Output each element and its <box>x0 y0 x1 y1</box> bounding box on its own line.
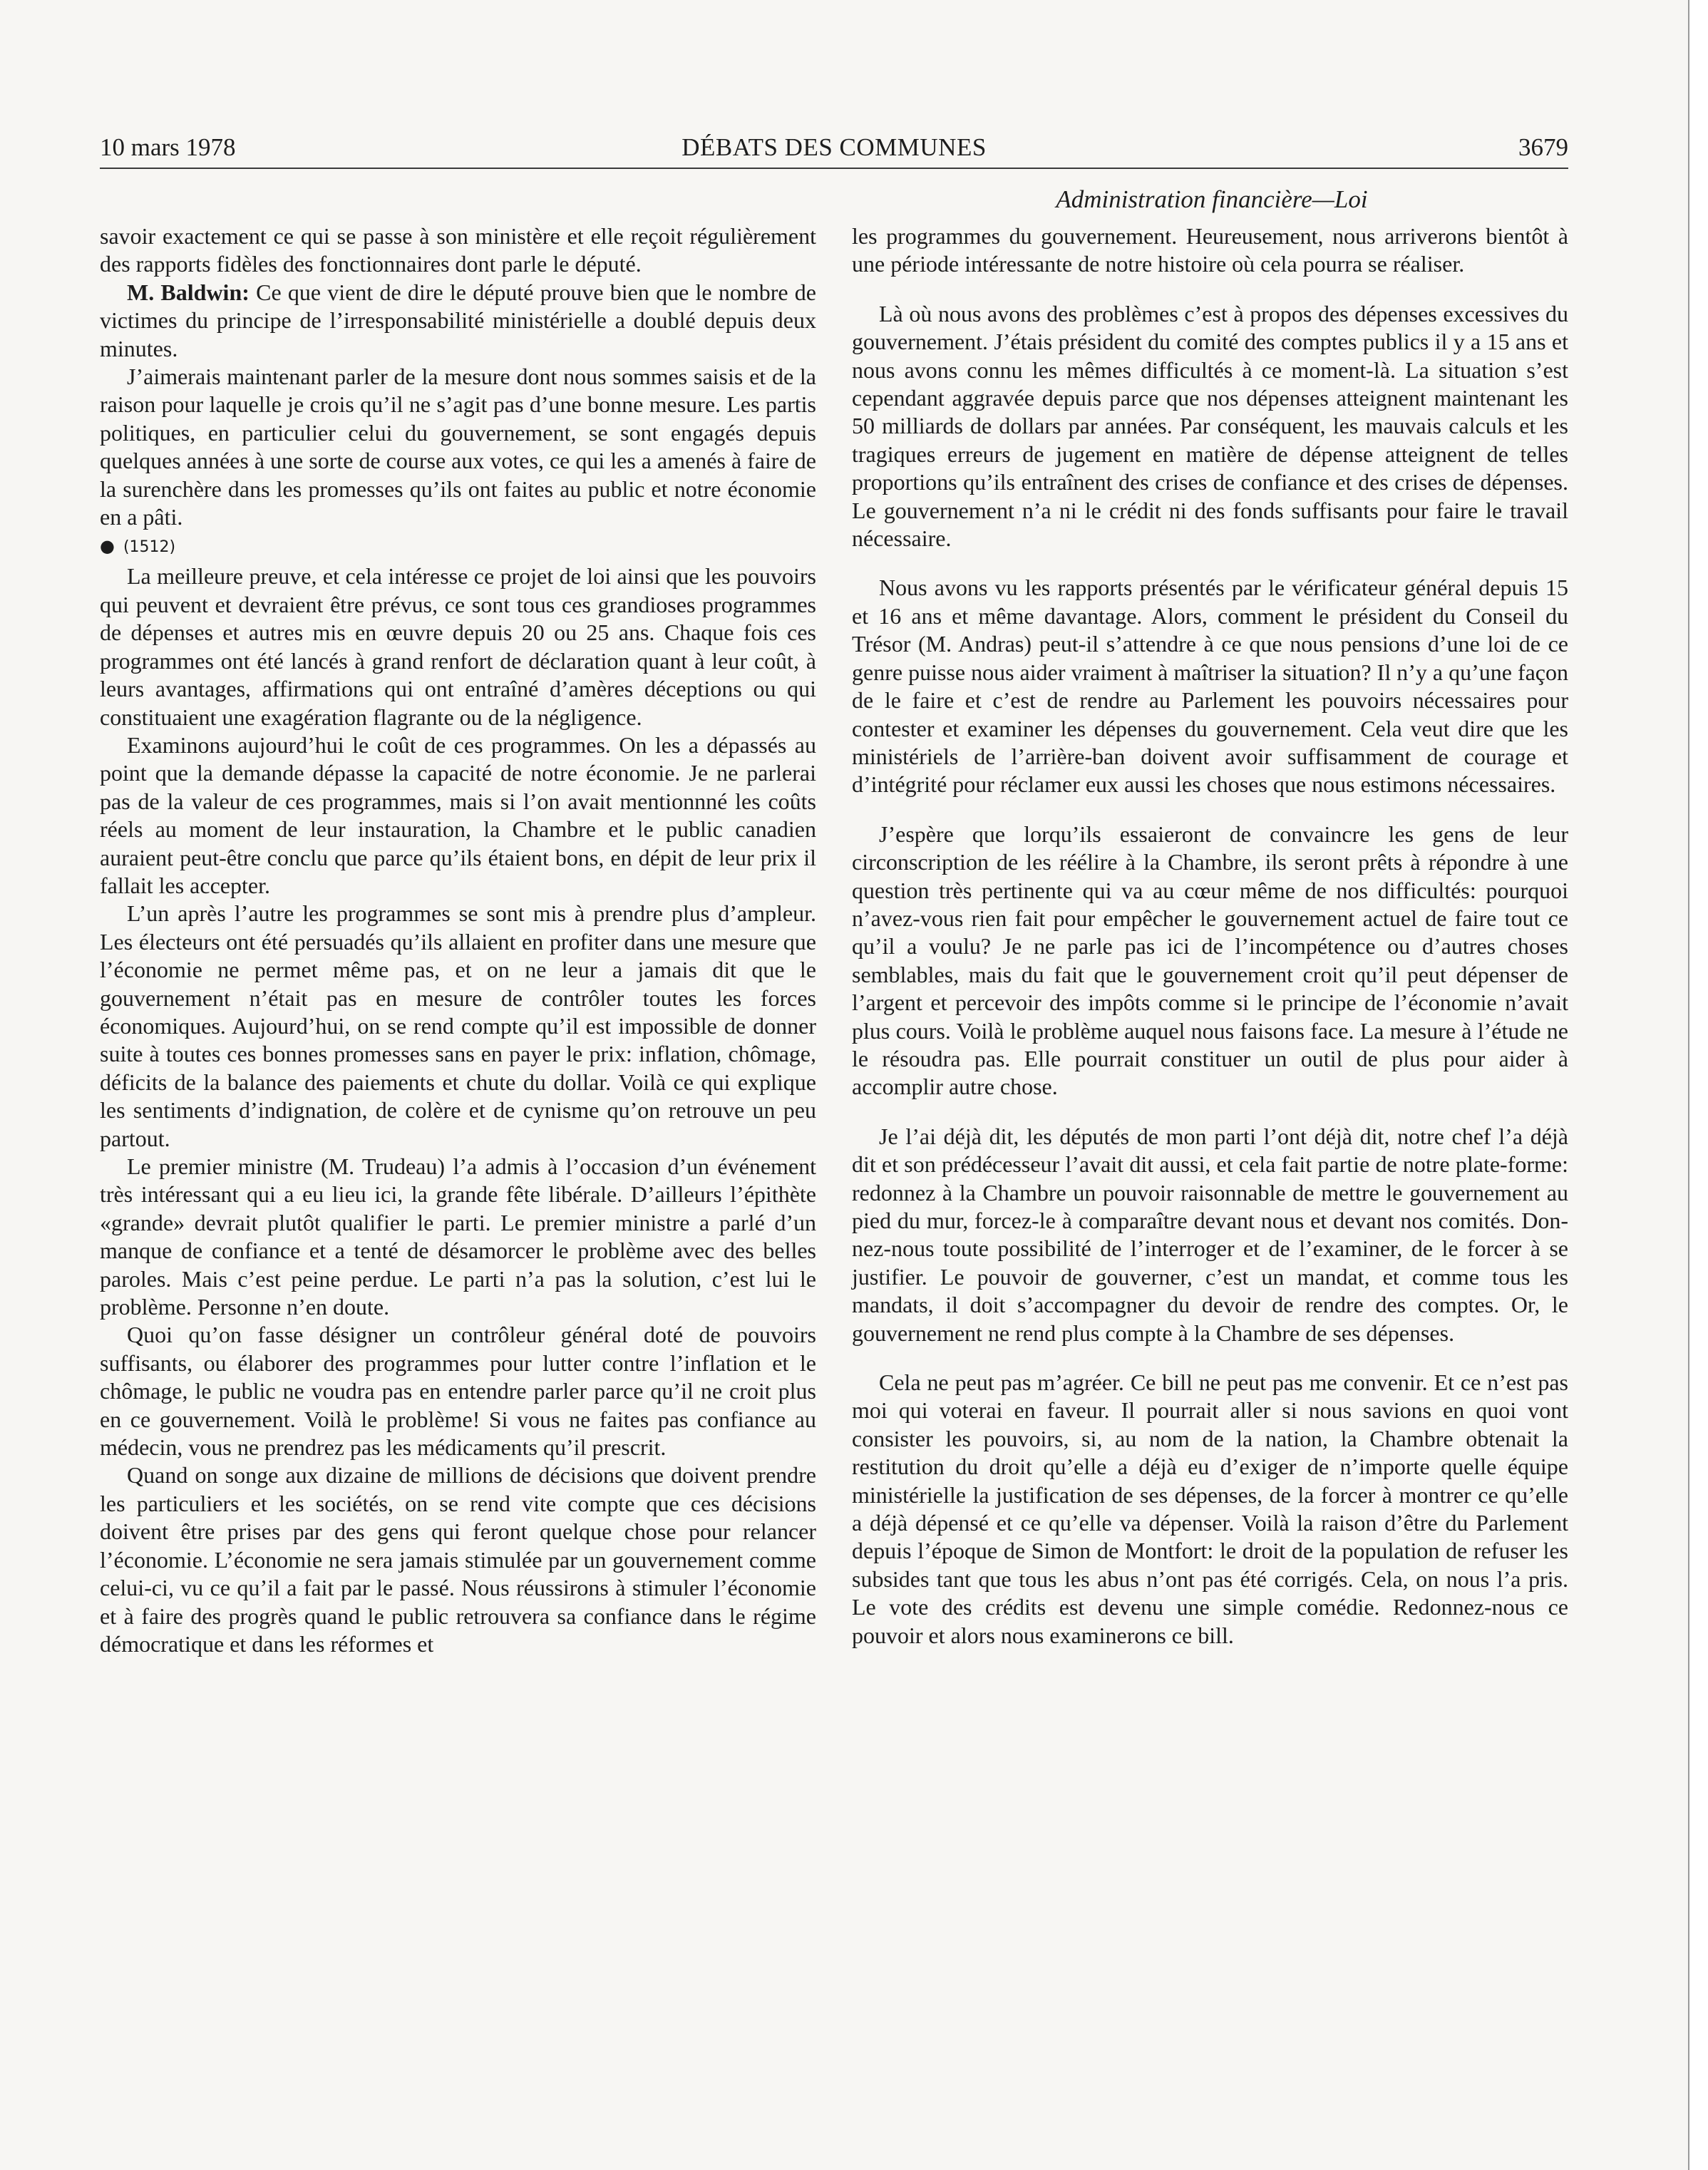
paragraph: L’un après l’autre les programmes se sont mis à prendre plus d’ampleur. Les électeurs ont été persuadés qu’ils allaient en profiter dans une mesure que l’économie ne permet même pas, et on ne leur a jamais dit que le gouvernement n’était pas en mesure de contrôler toutes les forces économiques. Aujourd’hui, on se rend compte qu’il est impossible de donner suite à toutes ces bonnes promesses sans en payer le prix: inflation, chômage, déficits de la balance des paiements et chute du dollar. Voilà ce qui explique les sentiments d’indignation, de colère et de cynisme qu’on retrouve un peu partout. <box>100 900 816 1151</box>
header-date: 10 mars 1978 <box>100 133 236 161</box>
paragraph: J’aimerais maintenant parler de la mesure dont nous sommes saisis et de la raison pour laquelle je crois qu’il ne s’agit pas d’une bonne mesure. Les partis politiques, en particulier celui du gouvernement, se sont engagés depuis quelques années à une sorte de course aux votes, ce qui les a amenés à faire de la surenchère dans les promesses qu’ils ont faites au public et notre économie en a pâti. <box>100 364 816 530</box>
speech-text: Ce que vient de dire le député prouve bien que le nombre de victimes du principe de l’irresponsabilité ministérielle a doublé depuis deux minutes. <box>100 279 817 361</box>
speaker-name: M. Baldwin: <box>127 279 249 305</box>
paragraph: Le premier ministre (M. Trudeau) l’a admis à l’occasion d’un événement très intéressant qui a eu lieu ici, la grande fête libérale. D’ailleurs l’épithète «grande» devrait plutôt qualifier le parti. Le premier ministre a parlé d’un manque de confiance et a tenté de désamorcer le problème avec des belles paroles. Mais c’est peine perdue. Le parti n’a pas la solution, c’est lui le problème. Personne n’en doute. <box>100 1153 816 1320</box>
bullet-icon: ● <box>100 536 115 557</box>
left-column <box>100 222 816 2076</box>
journal-title: DÉBATS DES COMMUNES <box>681 133 987 161</box>
paragraph: Quand on songe aux dizaine de millions de décisions que doivent prendre les particuliers et les sociétés, on se rend vite compte que ces décisions doivent être prises par des gens qui feront quelque chose pour relancer l’économie. L’économie ne sera jamais stimulée par un gouvernement comme celui-ci, vu ce qu’il a fait par le passé. Nous réussirons à stimuler l’économie et à faire des progrès quand le public retrouvera sa confiance dans le régime démocratique et dans les réformes et <box>100 1462 816 1657</box>
paragraph: Nous avons vu les rapports présentés par le vérificateur général depuis 15 et 16 ans et même davantage. Alors, comment le président du Conseil du Trésor (M. Andras) peut-il s’attendre à ce que nous pensions d’une loi de ce genre puisse nous aider vraiment à maîtriser la situation? Il n’y a qu’une façon de le faire et c’est de rendre au Parlement les pouvoirs nécessaires pour contester et examiner les dépenses du gouvernement. Cela veut dire que les ministériels de l’arrière-ban doivent avoir suffisamment de courage et d’intégrité pour réclamer eux aussi les choses que nous estimons nécessaires. <box>852 575 1568 798</box>
paragraph: les programmes du gouvernement. Heureusement, nous arriverons bientôt à une période intéressante de notre histoire où cela pourra se réaliser. <box>852 223 1568 277</box>
paragraph: Là où nous avons des problèmes c’est à propos des dépenses excessives du gouvernement. J’étais président du comité des comptes publics il y a 15 ans et nous avons connu les mêmes difficultés à ce moment-là. La situation s’est cependant aggravée depuis parce que nos dépenses atteignent maintenant les 50 milliards de dollars par années. Par conséquent, les mauvais calculs et les tragiques erreurs de jugement en matière de dépense atteignent de telles proportions qu’ils entraînent des crises de confiance et des crises de dépenses. Le gouvernement n’a ni le crédit ni des fonds suffisants pour faire le travail nécessaire. <box>852 300 1568 552</box>
time-marker <box>100 533 816 561</box>
paragraph: Cela ne peut pas m’agréer. Ce bill ne peut pas me convenir. Et ce n’est pas moi qui voterai en faveur. Il pourrait aller si nous savions en quoi vont consister les pouvoirs, si, au nom de la nation, la Chambre obtenait la restitution du droit qu’elle a déjà eu d’exiger de n’importe quelle équipe ministérielle la justification de ses dépenses, de la forcer à montrer ce qu’elle a déjà dépensé et ce qu’elle va dépenser. Voilà la raison d’être du Parlement depuis l’époque de Simon de Montfort: le droit de la population de refuser les subsides tant que tous les abus n’ont pas été corrigés. Cela, on nous l’a pris. Le vote des crédits est devenu une simple comédie. Redonnez-nous ce pouvoir et alors nous examinerons ce bill. <box>852 1369 1568 1648</box>
paragraph: savoir exactement ce qui se passe à son ministère et elle reçoit régulièrement des rapports fidèles des fonctionnaires dont parle le député. <box>100 223 816 277</box>
paragraph: J’espère que lorqu’ils essaieront de convaincre les gens de leur circonscription de les réélire à la Chambre, ils seront prêts à répondre à une question très pertinente qui va au cœur même de nos difficultés: pourquoi n’avez-vous rien fait pour empêcher le gouvernement actuel de faire tout ce qu’il a voulu? Je ne parle pas ici de l’incompétence ou d’autres choses semblables, mais du fait que le gouvernement croit qu’il peut dépenser de l’argent et percevoir des impôts comme si le principe de l’économie n’avait plus cours. Voilà le problème auquel nous faisons face. La mesure à l’étude ne le résoudra pas. Elle pourrait constituer un outil de plus pour aider à accomplir autre chose. <box>852 821 1568 1100</box>
right-column <box>852 222 1568 2076</box>
subject-heading: Administration financière—Loi <box>1056 185 1368 213</box>
page-number: 3679 <box>1518 133 1568 161</box>
paragraph: Examinons aujourd’hui le coût de ces programmes. On les a dépassés au point que la demande dépasse la capacité de notre économie. Je ne parlerai pas de la valeur de ces programmes, mais si l’on avait mentionnné les coûts réels au moment de leur instauration, la Chambre et le public canadien auraient peut-être conclu que parce qu’ils étaient bons, en dépit de leur prix il fallait les accepter. <box>100 731 816 898</box>
paragraph: Quoi qu’on fasse désigner un contrôleur général doté de pouvoirs suffisants, ou élaborer des programmes pour lutter contre l’inflation et le chômage, le public ne voudra pas en entendre parler parce qu’il ne croit plus en ce gouvernement. Voilà le problème! Si vous ne faites pas confiance au médecin, vous ne prendrez pas les médicaments qu’il prescrit. <box>100 1322 816 1461</box>
page-header <box>100 132 1568 169</box>
time-marker-label: (1512) <box>123 538 176 557</box>
paragraph: La meilleure preuve, et cela intéresse ce projet de loi ainsi que les pouvoirs qui peuvent et devraient être prévus, ce sont tous ces grandioses programmes de dépenses et autres mis en œuvre depuis 20 ou 25 ans. Chaque fois ces programmes ont été lancés à grand renfort de déclaration quant à leur coût, à leurs avantages, affirmations qui ont entraîné d’amères déceptions ou qui constituaient une exagération flagrante ou de la négligence. <box>100 563 816 730</box>
paragraph: Je l’ai déjà dit, les députés de mon parti l’ont déjà dit, notre chef l’a déjà dit et son prédécesseur l’avait dit aussi, et cela fait partie de notre plate-forme: redonnez à la Chambre un pouvoir raisonnable de mettre le gouvernement au pied du mur, forcez-le à comparaître devant nous et devant nos comités. Donnez-nous toute possibilité de l’interroger et de l’examiner, de le forcer à se justifier. Le pouvoir de gouverner, c’est un mandat, et comme tous les mandats, il doit s’accompagner du devoir de rendre des comptes. Or, le gouvernement ne rend plus compte à la Chambre de ses dépenses. <box>852 1123 1568 1346</box>
page-edge <box>1688 0 1708 2170</box>
speech-paragraph <box>100 279 816 363</box>
